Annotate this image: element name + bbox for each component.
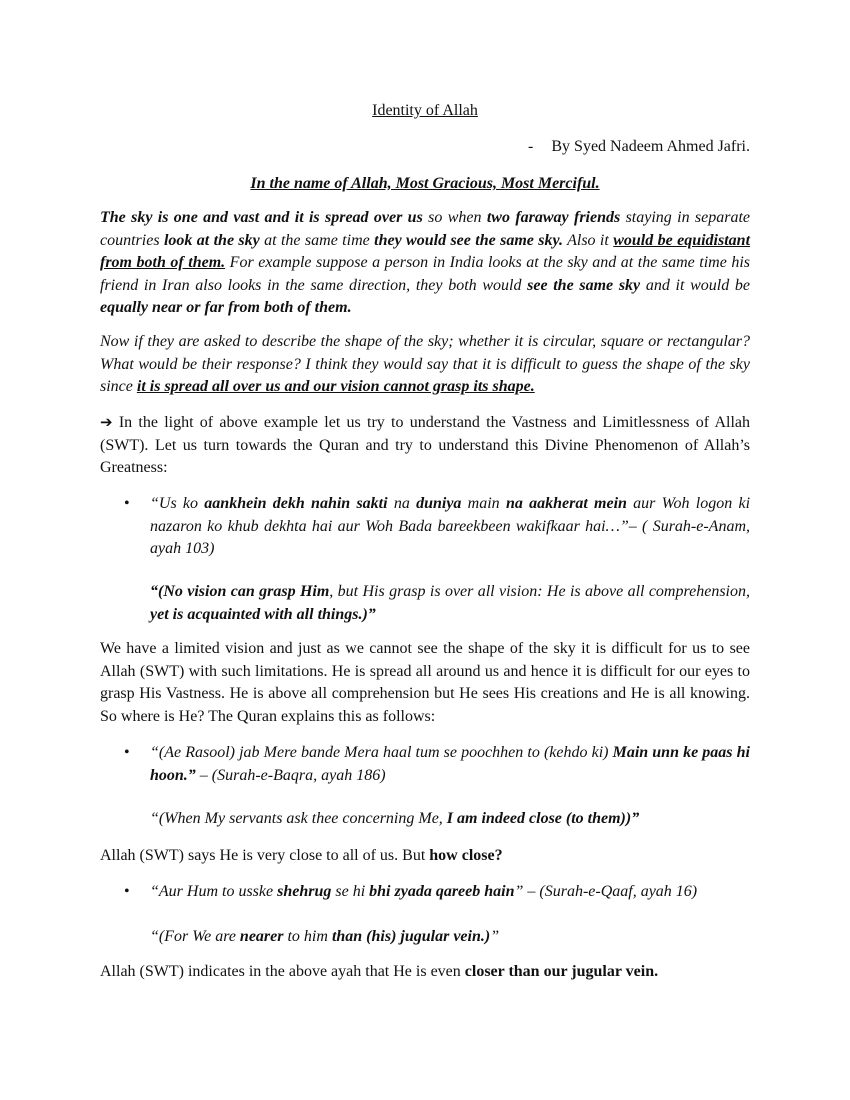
translation-baqra: “(When My servants ask thee concerning Me, I am indeed close (to them))”: [150, 810, 640, 827]
translation-anam: “(No vision can grasp Him, but His grasp is over all vision: He is above all comprehension, yet is acquainted with all things.)”: [150, 583, 750, 623]
invocation-subtitle: In the name of Allah, Most Gracious, Most Merciful.: [250, 175, 600, 192]
author-line: [528, 137, 750, 157]
quote-text: “Aur Hum to usske shehrug se hi bhi zyada qareeb hain” – (Surah-e-Qaaf, ayah 16): [150, 883, 698, 900]
bullet-icon: •: [124, 744, 130, 761]
paragraph-how-close: Allah (SWT) says He is very close to all of us. But how close?: [100, 847, 503, 864]
paragraph-limited-vision: We have a limited vision and just as we cannot see the shape of the sky it is difficult for us to see Allah (SWT) with such limitations. He is spread all around us and hence it is difficult for our eyes to grasp His Vastness. He is above all comprehension but He sees His creations and He is all knowing. So where is He? The Quran explains this as follows:: [100, 640, 750, 725]
paragraph-sky-example: The sky is one and vast and it is spread over us so when two faraway friends staying in separate countries look at the sky at the same time they would see the same sky. Also it would be equidistant from both of them. For example suppose a person in India looks at the sky and at the same time his friend in Iran also looks in the same direction, they both would see the same sky and it would be equally near or far from both of them.: [100, 209, 751, 316]
author-dash: -: [528, 138, 534, 155]
paragraph-vastness-intro: ➔ In the light of above example let us try to understand the Vastness and Limitlessness of Allah (SWT). Let us turn towards the Quran and try to understand this Divine Phenomenon of Allah’s Greatness:: [100, 413, 750, 476]
right-arrow-icon: ➔: [100, 413, 113, 431]
paragraph-jugular-vein: Allah (SWT) indicates in the above ayah that He is even closer than our jugular vein.: [100, 963, 659, 980]
quote-bullet-anam: [100, 493, 750, 561]
bullet-icon: •: [124, 495, 130, 512]
page-title: Identity of Allah: [372, 102, 478, 119]
quote-text: “Us ko aankhein dekh nahin sakti na duniya main na aakherat mein aur Woh logon ki nazaron ko khub dekhta hai aur Woh Bada bareekbeen wakifkaar hai…”– ( Surah-e-Anam, ayah 103): [150, 495, 751, 557]
quote-bullet-qaaf: [100, 881, 750, 904]
paragraph-sky-shape: Now if they are asked to describe the shape of the sky; whether it is circular, square or rectangular? What would be their response? I think they would say that it is difficult to guess the shape of the sky since it is spread all over us and our vision cannot grasp its shape.: [100, 333, 750, 395]
quote-bullet-baqra: [100, 742, 750, 787]
author-name: By Syed Nadeem Ahmed Jafri.: [551, 138, 750, 155]
quote-text: “(Ae Rasool) jab Mere bande Mera haal tum se poochhen to (kehdo ki) Main unn ke paas hi hoon.” – (Surah-e-Baqra, ayah 186): [150, 744, 750, 784]
bullet-icon: •: [124, 883, 130, 900]
translation-qaaf: “(For We are nearer to him than (his) jugular vein.)”: [150, 928, 500, 945]
